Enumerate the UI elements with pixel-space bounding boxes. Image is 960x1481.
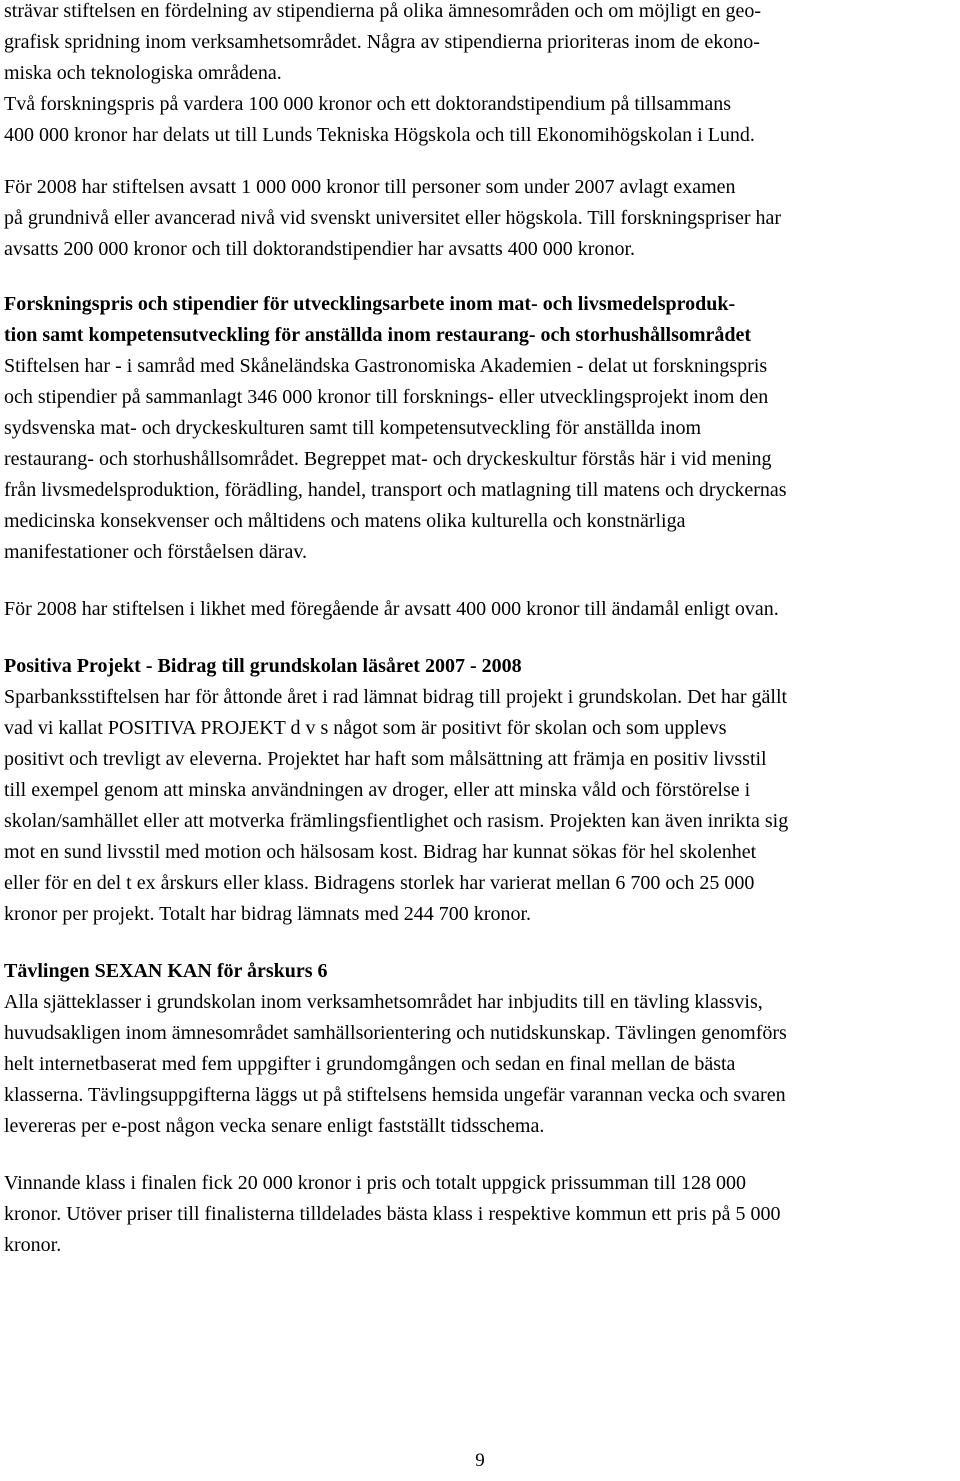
- section-food-research: [4, 289, 956, 568]
- paragraph-spacer: [4, 930, 956, 956]
- paragraph-scholarship-distribution: [4, 0, 956, 151]
- paragraph-2008-food-allocation: [4, 594, 956, 625]
- text-line: grafisk spridning inom verksamhetsområdet. Några av stipendierna prioriteras inom de ekono-: [4, 31, 760, 53]
- section-heading: tion samt kompetensutveckling för anställda inom restaurang- och storhushållsområdet: [4, 324, 752, 346]
- text-line: kronor. Utöver priser till finalisterna tilldelades bästa klass i respektive kommun ett pris på 5 000: [4, 1203, 781, 1225]
- paragraph-final-prizes: [4, 1168, 956, 1261]
- text-line: restaurang- och storhushållsområdet. Begreppet mat- och dryckeskultur förstås här i vid mening: [4, 448, 772, 470]
- text-line: till exempel genom att minska användningen av droger, eller att minska våld och förstörelse i: [4, 779, 751, 801]
- text-line: på grundnivå eller avancerad nivå vid svenskt universitet eller högskola. Till forskningspriser har: [4, 207, 782, 229]
- text-line: helt internetbaserat med fem uppgifter i grundomgången och sedan en final mellan de bästa: [4, 1053, 736, 1075]
- section-heading: Forskningspris och stipendier för utvecklingsarbete inom mat- och livsmedelsproduk-: [4, 293, 736, 315]
- text-line: huvudsakligen inom ämnesområdet samhällsorientering och nutidskunskap. Tävlingen genomförs: [4, 1022, 787, 1044]
- text-line: manifestationer och förståelsen därav.: [4, 541, 308, 563]
- text-line: 400 000 kronor har delats ut till Lunds Tekniska Högskola och till Ekonomihögskolan i Lund.: [4, 124, 755, 146]
- paragraph-spacer: [4, 1142, 956, 1168]
- text-line: För 2008 har stiftelsen i likhet med föregående år avsatt 400 000 kronor till ändamål enligt ovan.: [4, 598, 779, 620]
- text-line: skolan/samhället eller att motverka främlingsfientlighet och rasism. Projekten kan även inrikta sig: [4, 810, 789, 832]
- paragraph-spacer: [4, 265, 956, 289]
- text-line: Vinnande klass i finalen fick 20 000 kronor i pris och totalt uppgick prissumman till 128 000: [4, 1172, 747, 1194]
- text-line: miska och teknologiska områdena.: [4, 62, 282, 84]
- section-heading: Positiva Projekt - Bidrag till grundskolan läsåret 2007 - 2008: [4, 655, 522, 677]
- section-positiva-projekt: [4, 651, 956, 930]
- section-heading: Tävlingen SEXAN KAN för årskurs 6: [4, 960, 328, 982]
- page-content: [4, 0, 956, 1261]
- paragraph-spacer: [4, 625, 956, 651]
- text-line: mot en sund livsstil med motion och hälsosam kost. Bidrag har kunnat sökas för hel skolenhet: [4, 841, 757, 863]
- text-line: avsatts 200 000 kronor och till doktorandstipendier har avsatts 400 000 kronor.: [4, 238, 636, 260]
- paragraph-spacer: [4, 151, 956, 172]
- paragraph-spacer: [4, 568, 956, 594]
- text-line: vad vi kallat POSITIVA PROJEKT d v s något som är positivt för skolan och som upplevs: [4, 717, 727, 739]
- text-line: strävar stiftelsen en fördelning av stipendierna på olika ämnesområden och om möjligt en geo-: [4, 0, 761, 22]
- text-line: sydsvenska mat- och dryckeskulturen samt till kompetensutveckling för anställda inom: [4, 417, 702, 439]
- text-line: levereras per e-post någon vecka senare enligt fastställt tidsschema.: [4, 1115, 545, 1137]
- text-line: kronor.: [4, 1234, 62, 1256]
- text-line: Alla sjätteklasser i grundskolan inom verksamhetsområdet har inbjudits till en tävling klassvis,: [4, 991, 763, 1013]
- text-line: positivt och trevligt av eleverna. Projektet har haft som målsättning att främja en positiv livsstil: [4, 748, 767, 770]
- page-number: 9: [475, 1450, 485, 1471]
- text-line: klasserna. Tävlingsuppgifterna läggs ut på stiftelsens hemsida ungefär varannan vecka och svaren: [4, 1084, 786, 1106]
- paragraph-2008-allocation: [4, 172, 956, 265]
- text-line: För 2008 har stiftelsen avsatt 1 000 000 kronor till personer som under 2007 avlagt examen: [4, 176, 736, 198]
- text-line: eller för en del t ex årskurs eller klass. Bidragens storlek har varierat mellan 6 700 och 25 000: [4, 872, 755, 894]
- text-line: medicinska konsekvenser och måltidens och matens olika kulturella och konstnärliga: [4, 510, 686, 532]
- text-line: och stipendier på sammanlagt 346 000 kronor till forsknings- eller utvecklingsprojekt inom den: [4, 386, 769, 408]
- section-sexan-kan: [4, 956, 956, 1142]
- text-line: Två forskningspris på vardera 100 000 kronor och ett doktorandstipendium på tillsammans: [4, 93, 732, 115]
- text-line: Stiftelsen har - i samråd med Skåneländska Gastronomiska Akademien - delat ut forskningspris: [4, 355, 768, 377]
- text-line: Sparbanksstiftelsen har för åttonde året i rad lämnat bidrag till projekt i grundskolan. Det har gällt: [4, 686, 788, 708]
- text-line: kronor per projekt. Totalt har bidrag lämnats med 244 700 kronor.: [4, 903, 532, 925]
- text-line: från livsmedelsproduktion, förädling, handel, transport och matlagning till matens och dryckernas: [4, 479, 787, 501]
